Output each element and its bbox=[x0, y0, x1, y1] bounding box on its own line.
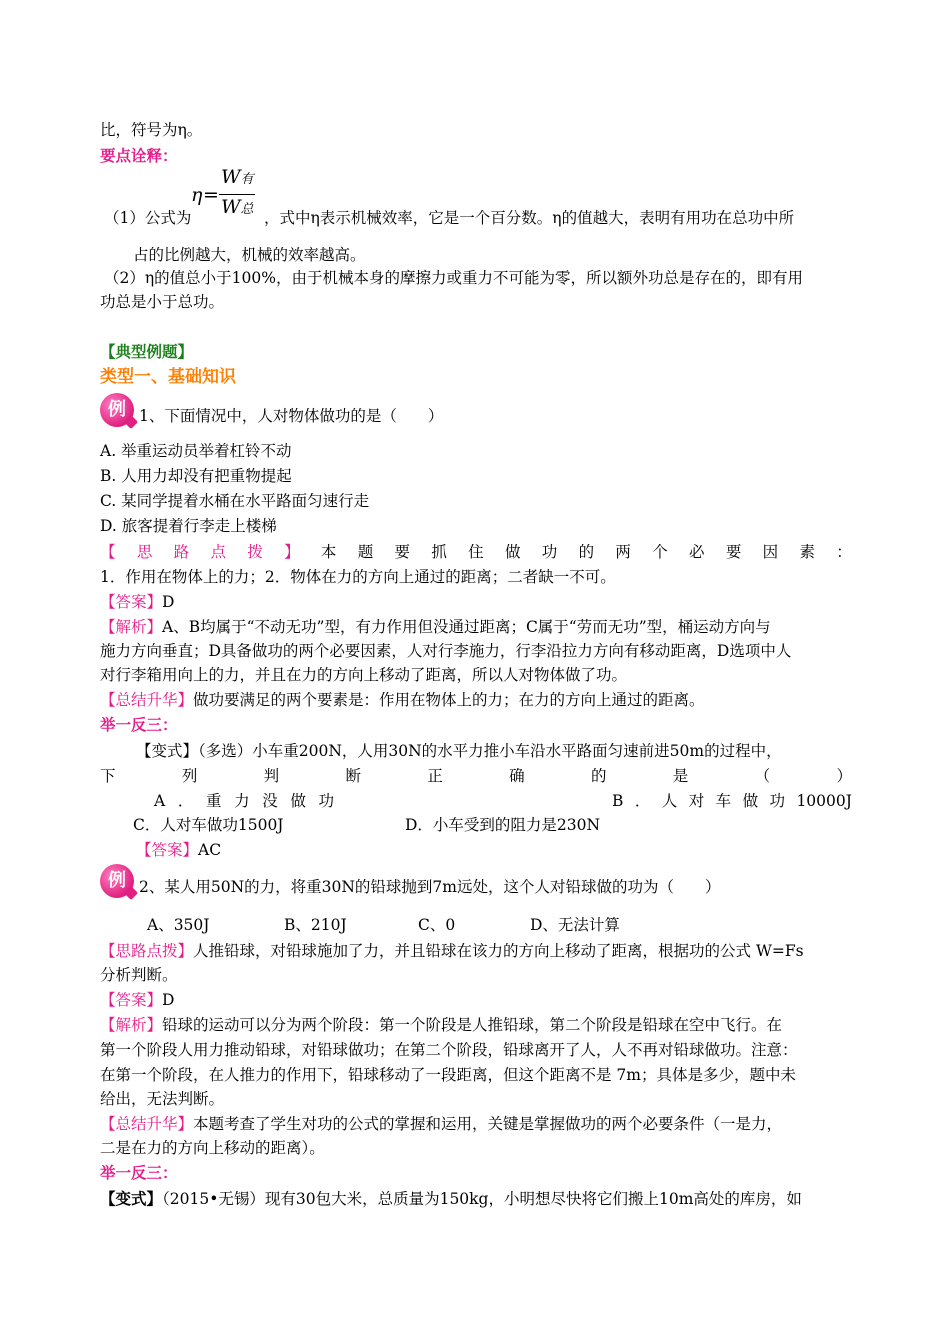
formula-eta: η bbox=[191, 184, 203, 206]
variant-1-option-c: C．人对车做功1500J bbox=[133, 816, 284, 834]
type-heading: 类型一、基础知识 bbox=[100, 367, 236, 387]
example-1-option-b: B. 人用力却没有把重物提起 bbox=[100, 467, 292, 485]
key-point-1-start: （1）公式为 bbox=[104, 209, 192, 227]
example-2-summary: 【总结升华】本题考查了学生对功的公式的掌握和运用，关键是掌握做功的两个必要条件（一是力， bbox=[100, 1115, 783, 1133]
key-point-2-cont: 功总是小于总功。 bbox=[100, 293, 225, 311]
example-2-explanation-2: 第一个阶段人用力推动铅球，对铅球做功；在第二个阶段，铅球离开了人，人不再对铅球做功。注意： bbox=[100, 1041, 798, 1059]
example-2-answer: 【答案】D bbox=[100, 991, 175, 1009]
variant-1-question: 【变式】（多选）小车重200N，人用30N的水平力推小车沿水平路面匀速前进50m的过程中， bbox=[136, 742, 782, 760]
variant-2-question: 【变式】（2015•无锡）现有30包大米，总质量为150kg，小明想尽快将它们搬上10m高处的库房，如 bbox=[100, 1189, 802, 1208]
variant-1-answer: 【答案】AC bbox=[136, 841, 222, 859]
example-badge-icon: 例 bbox=[100, 393, 134, 427]
key-point-2: （2）η的值总小于100%，由于机械本身的摩擦力或重力不可能为零，所以额外功总是存在的，即有用 bbox=[104, 269, 803, 287]
example-2-hint: 【思路点拨】人推铅球，对铅球施加了力，并且铅球在该力的方向上移动了距离，根据功的公式 W=Fs bbox=[100, 942, 804, 960]
example-1-explanation-3: 对行李箱用向上的力，并且在力的方向上移动了距离，所以人对物体做了功。 bbox=[100, 666, 628, 684]
example-1-question: 1、下面情况中，人对物体做功的是（ ） bbox=[139, 407, 444, 425]
example-2-hint-cont: 分析判断。 bbox=[100, 966, 178, 984]
example-1-explanation: 【解析】A、B均属于“不动无功”型，有力作用但没通过距离；C属于“劳而无功”型，桶运动方向与 bbox=[100, 618, 771, 636]
key-points-heading: 要点诠释： bbox=[100, 146, 178, 165]
formula-equals: = bbox=[203, 184, 219, 206]
practice-heading-1: 举一反三： bbox=[100, 715, 178, 734]
example-1-explanation-2: 施力方向垂直；D具备做功的两个必要因素，人对行李施力，行李沿拉力方向有移动距离，D选项中人 bbox=[100, 642, 792, 660]
variant-1-question-cont: 下 列 判 断 正 确 的 是 （ ） bbox=[100, 767, 852, 785]
variant-1-option-b: B ． 人 对 车 做 功 10000J bbox=[612, 792, 852, 810]
example-2-option-b: B、210J bbox=[284, 916, 347, 934]
paragraph-line: 比，符号为η。 bbox=[100, 121, 203, 139]
variant-1-option-d: D．小车受到的阻力是230N bbox=[405, 816, 601, 834]
fraction-bar bbox=[219, 194, 255, 195]
formula-denominator: W总 bbox=[221, 196, 254, 218]
example-badge-icon: 例 bbox=[100, 864, 134, 898]
example-2-option-d: D、无法计算 bbox=[530, 916, 620, 934]
example-1-option-a: A. 举重运动员举着杠铃不动 bbox=[100, 442, 292, 460]
example-1-hint-line: 【 思 路 点 拨 】 本 题 要 抓 住 做 功 的 两 个 必 要 因 素 ： bbox=[100, 543, 852, 561]
example-1-option-c: C. 某同学提着水桶在水平路面匀速行走 bbox=[100, 492, 370, 510]
example-1-hint-cont: 1．作用在物体上的力；2．物体在力的方向上通过的距离；二者缺一不可。 bbox=[100, 568, 616, 586]
example-2-explanation-4: 给出，无法判断。 bbox=[100, 1090, 225, 1108]
example-2-explanation: 【解析】铅球的运动可以分为两个阶段：第一个阶段是人推铅球，第二个阶段是铅球在空中飞行。在 bbox=[100, 1016, 783, 1034]
section-heading: 【典型例题】 bbox=[100, 342, 194, 361]
example-1-option-d: D. 旅客提着行李走上楼梯 bbox=[100, 517, 277, 535]
example-2-option-a: A、350J bbox=[147, 916, 210, 934]
efficiency-formula bbox=[191, 166, 261, 222]
example-2-option-c: C、0 bbox=[418, 916, 456, 934]
example-2-summary-cont: 二是在力的方向上移动的距离）。 bbox=[100, 1139, 325, 1157]
practice-heading-2: 举一反三： bbox=[100, 1163, 178, 1182]
example-2-question: 2、某人用50N的力，将重30N的铅球抛到7m远处，这个人对铅球做的功为（ ） bbox=[139, 878, 721, 896]
example-1-answer: 【答案】D bbox=[100, 593, 175, 611]
example-1-summary: 【总结升华】做功要满足的两个要素是：作用在物体上的力；在力的方向上通过的距离。 bbox=[100, 691, 705, 709]
key-point-1-cont: 占的比例越大，机械的效率越高。 bbox=[133, 246, 366, 264]
variant-1-option-a: A ． 重 力 没 做 功 bbox=[154, 792, 334, 810]
example-2-explanation-3: 在第一个阶段，在人推力的作用下，铅球移动了一段距离，但这个距离不是 7m；具体是多少，题中未 bbox=[100, 1066, 796, 1084]
formula-numerator: W有 bbox=[221, 166, 254, 188]
key-point-1-rest: ，式中η表示机械效率，它是一个百分数。η的值越大，表明有用功在总功中所 bbox=[264, 209, 795, 227]
